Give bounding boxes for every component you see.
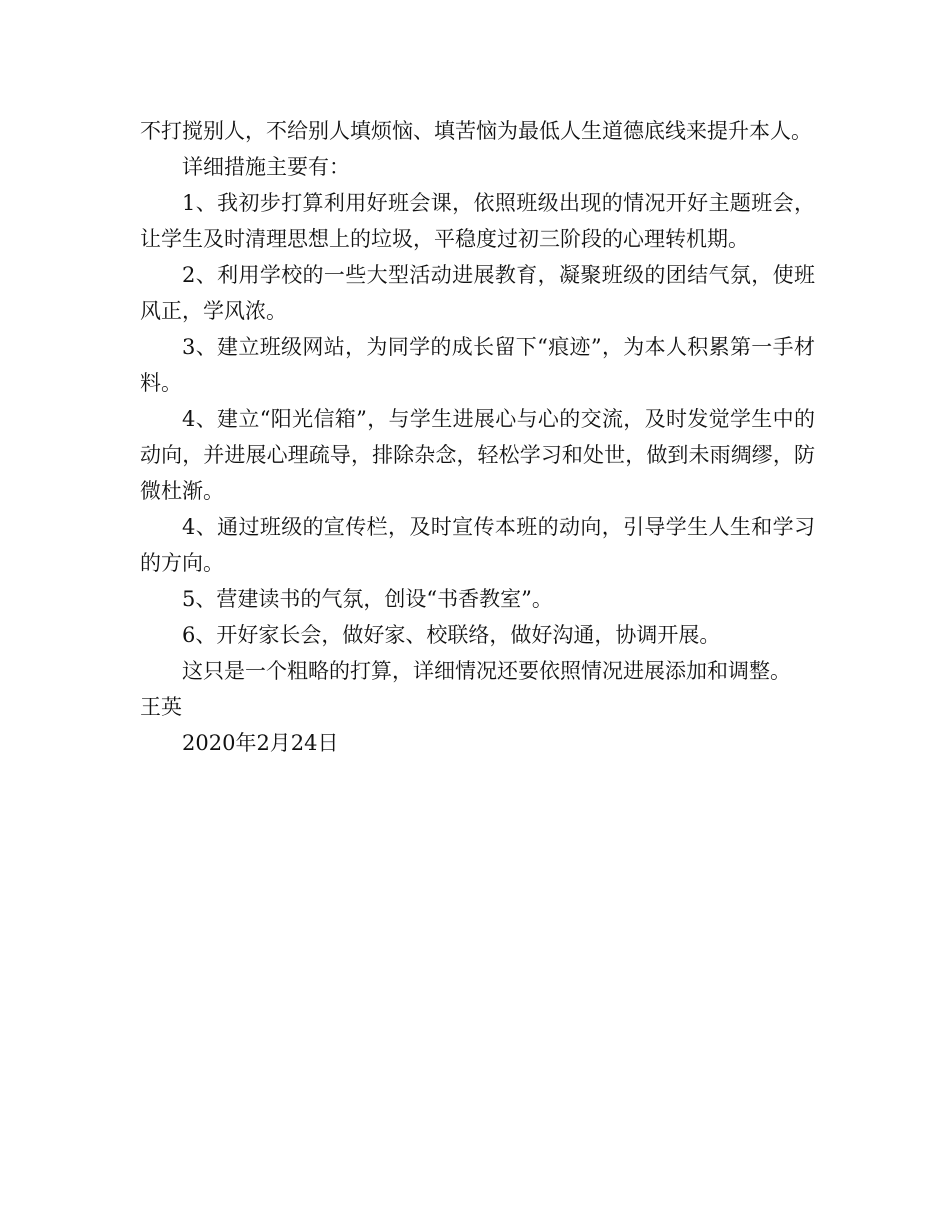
paragraph-item-6: 6、开好家长会，做好家、校联络，做好沟通，协调开展。 [182, 623, 721, 647]
paragraph-measures-heading: 详细措施主要有： [182, 155, 350, 179]
paragraph-closing: 这只是一个粗略的打算，详细情况还要依照情况进展添加和调整。 [182, 659, 791, 683]
signature: 王英 [140, 695, 182, 719]
document-date: 2020年2月24日 [182, 731, 339, 755]
paragraph-intro: 不打搅别人，不给别人填烦恼、填苦恼为最低人生道德底线来提升本人。 [140, 119, 812, 143]
paragraph-item-1: 1、我初步打算利用好班会课，依照班级出现的情况开好主题班会，让学生及时清理思想上的垃圾，平稳度过初三阶段的心理转机期。 [140, 191, 815, 251]
paragraph-item-4b: 4、通过班级的宣传栏，及时宣传本班的动向，引导学生人生和学习的方向。 [140, 515, 815, 575]
paragraph-item-3: 3、建立班级网站，为同学的成长留下“痕迹”，为本人积累第一手材料。 [140, 335, 815, 395]
document-body [140, 113, 815, 761]
paragraph-item-4a: 4、建立“阳光信箱”，与学生进展心与心的交流，及时发觉学生中的动向，并进展心理疏导，排除杂念，轻松学习和处世，做到未雨绸缪，防微杜渐。 [140, 407, 815, 503]
paragraph-item-5: 5、营建读书的气氛，创设“书香教室”。 [182, 587, 553, 611]
paragraph-item-2: 2、利用学校的一些大型活动进展教育，凝聚班级的团结气氛，使班风正，学风浓。 [140, 263, 815, 323]
